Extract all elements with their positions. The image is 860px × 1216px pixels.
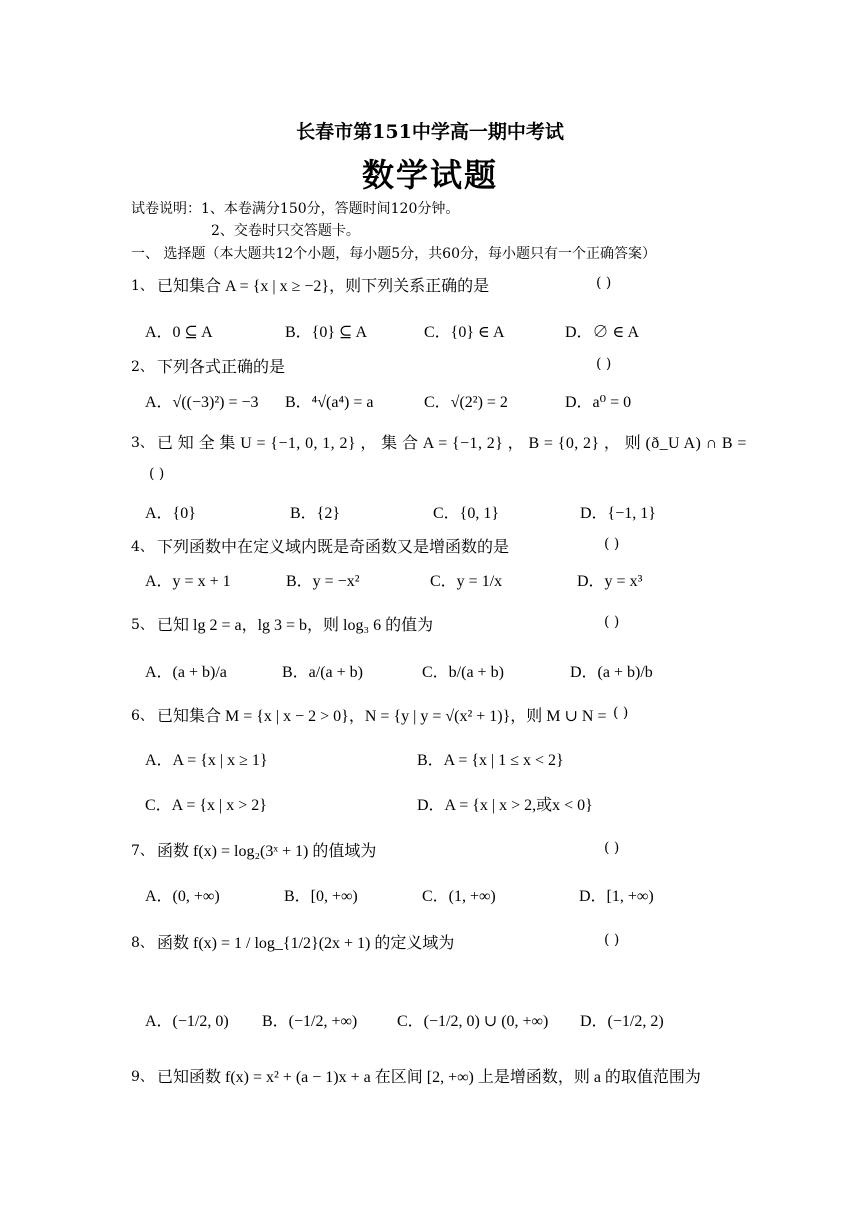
- question-stem: 已 知 全 集 U = {−1, 0, 1, 2} ， 集 合 A = {−1, 2} ， B = {0, 2} ， 则 (ð_U A) ∩ B =: [157, 435, 747, 452]
- answer-parentheses: ( ): [604, 840, 620, 856]
- option-c[interactable]: C．y = 1/x: [430, 573, 503, 590]
- option-d[interactable]: D．a⁰ = 0: [565, 394, 632, 411]
- option-c[interactable]: C．√(2²) = 2: [424, 394, 508, 411]
- option-c[interactable]: C．{0, 1}: [433, 505, 500, 522]
- option-c[interactable]: C．b/(a + b): [422, 664, 504, 681]
- question-number: 7、: [131, 843, 154, 859]
- option-b[interactable]: B．{0} ⊆ A: [285, 324, 368, 341]
- answer-parentheses: ( ): [604, 614, 620, 630]
- option-b[interactable]: B．y = −x²: [286, 573, 360, 590]
- option-b[interactable]: B．[0, +∞): [284, 888, 358, 905]
- school-title: 长春市第151中学高一期中考试: [296, 121, 564, 143]
- option-d[interactable]: D．(a + b)/b: [570, 664, 653, 681]
- option-b[interactable]: B．a/(a + b): [282, 664, 364, 681]
- option-a[interactable]: A．A = {x | x ≥ 1}: [145, 752, 268, 769]
- option-a[interactable]: A．{0}: [145, 505, 196, 522]
- question-number: 6、: [131, 708, 154, 724]
- answer-parentheses: ( ): [604, 536, 620, 552]
- question-number: 1、: [131, 278, 154, 294]
- option-b[interactable]: B．⁴√(a⁴) = a: [285, 394, 374, 411]
- option-d[interactable]: D．{−1, 1}: [580, 505, 656, 522]
- option-d[interactable]: D．∅ ∈ A: [565, 324, 640, 341]
- option-b[interactable]: B．(−1/2, +∞): [262, 1013, 358, 1030]
- question-number: 2、: [131, 359, 154, 375]
- question-stem: 已知函数 f(x) = x² + (a − 1)x + a 在区间 [2, +∞) 上是增函数，则 a 的取值范围为: [157, 1069, 701, 1086]
- answer-parentheses: ( ): [613, 705, 629, 721]
- option-a[interactable]: A．(a + b)/a: [145, 664, 227, 681]
- instructions-line-2: 2、交卷时只交答题卡。: [211, 223, 360, 239]
- option-c[interactable]: C．{0} ∈ A: [424, 324, 505, 341]
- answer-parentheses: ( ): [596, 275, 612, 291]
- option-a[interactable]: A．(0, +∞): [145, 888, 220, 905]
- question-stem: 函数 f(x) = 1 / log_{1/2}(2x + 1) 的定义域为: [157, 935, 455, 952]
- section-heading: 一、 选择题（本大题共12个小题，每小题5分，共60分，每小题只有一个正确答案）: [131, 246, 656, 262]
- option-a[interactable]: A．0 ⊆ A: [145, 324, 213, 341]
- answer-parentheses: ( ): [604, 932, 620, 948]
- question-number: 3、: [131, 435, 154, 451]
- option-a[interactable]: A．√((−3)²) = −3: [145, 394, 259, 411]
- instructions-line-1: 试卷说明：1、本卷满分150分，答题时间120分钟。: [131, 201, 460, 217]
- question-stem: 已知 lg 2 = a，lg 3 = b，则 log₃ 6 的值为: [157, 617, 434, 634]
- question-number: 5、: [131, 617, 154, 633]
- option-a[interactable]: A．(−1/2, 0): [145, 1013, 229, 1030]
- option-a[interactable]: A．y = x + 1: [145, 573, 231, 590]
- question-stem: 函数 f(x) = log₂(3ˣ + 1) 的值域为: [157, 843, 377, 860]
- question-stem: 已知集合 M = {x | x − 2 > 0}，N = {y | y = √(x² + 1)}，则 M ∪ N =: [157, 708, 607, 725]
- question-stem: 下列函数中在定义域内既是奇函数又是增函数的是: [157, 539, 510, 556]
- answer-parentheses: ( ): [149, 466, 165, 482]
- option-d[interactable]: D．A = {x | x > 2,或x < 0}: [417, 797, 593, 814]
- option-b[interactable]: B．{2}: [290, 505, 341, 522]
- option-d[interactable]: D．y = x³: [577, 573, 643, 590]
- answer-parentheses: ( ): [596, 356, 612, 372]
- subject-title: 数学试题: [361, 156, 498, 194]
- option-c[interactable]: C．(1, +∞): [422, 888, 496, 905]
- option-c[interactable]: C．A = {x | x > 2}: [145, 797, 267, 814]
- question-number: 9、: [131, 1069, 154, 1085]
- question-number: 8、: [131, 935, 154, 951]
- option-c[interactable]: C．(−1/2, 0) ∪ (0, +∞): [397, 1013, 549, 1030]
- question-stem: 已知集合 A = {x | x ≥ −2}，则下列关系正确的是: [157, 278, 490, 295]
- question-number: 4、: [131, 539, 154, 555]
- option-d[interactable]: D．[1, +∞): [579, 888, 654, 905]
- option-b[interactable]: B．A = {x | 1 ≤ x < 2}: [417, 752, 564, 769]
- question-stem: 下列各式正确的是: [157, 359, 286, 376]
- option-d[interactable]: D．(−1/2, 2): [580, 1013, 664, 1030]
